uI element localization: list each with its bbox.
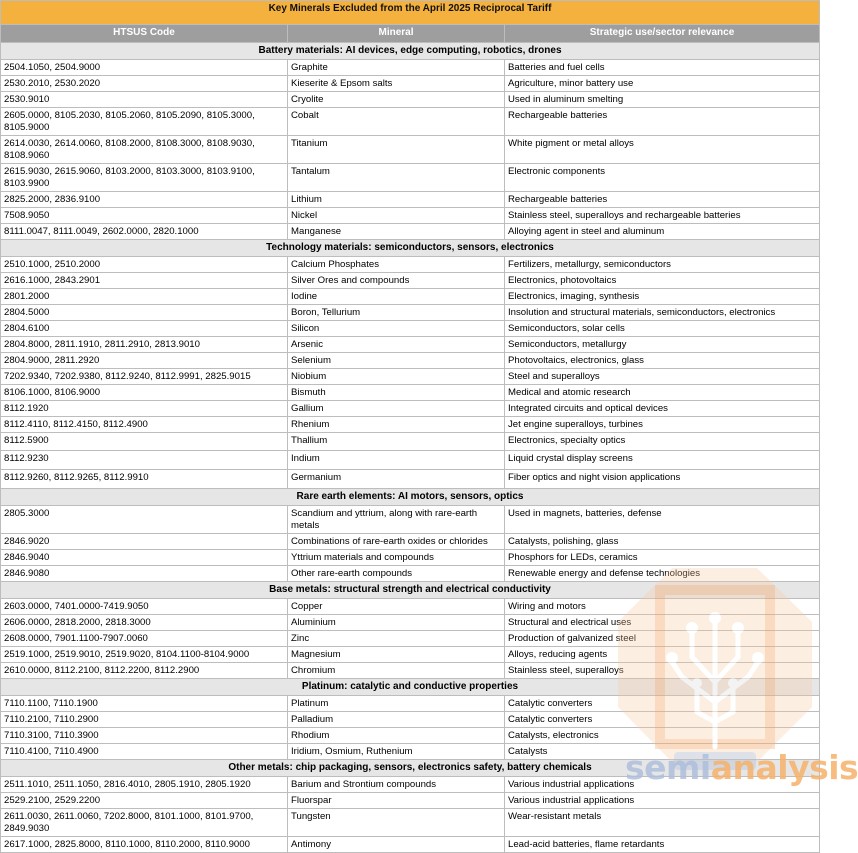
strategic-use-cell: Catalytic converters — [505, 712, 820, 728]
strategic-use-cell: Alloying agent in steel and aluminum — [505, 224, 820, 240]
htsus-code-cell: 2846.9040 — [1, 550, 288, 566]
mineral-cell: Scandium and yttrium, along with rare-earth metals — [288, 506, 505, 534]
htsus-code-cell: 2530.9010 — [1, 92, 288, 108]
strategic-use-cell: White pigment or metal alloys — [505, 136, 820, 164]
table-row — [1, 164, 820, 192]
strategic-use-cell: Electronics, photovoltaics — [505, 273, 820, 289]
strategic-use-cell: Semiconductors, metallurgy — [505, 337, 820, 353]
title-row — [1, 1, 820, 25]
table-row — [1, 728, 820, 744]
htsus-code-cell: 2804.6100 — [1, 321, 288, 337]
table-row — [1, 257, 820, 273]
mineral-cell: Palladium — [288, 712, 505, 728]
mineral-cell: Nickel — [288, 208, 505, 224]
section-header-row — [1, 760, 820, 777]
mineral-cell: Platinum — [288, 696, 505, 712]
htsus-code-cell: 2804.9000, 2811.2920 — [1, 353, 288, 369]
section-heading: Battery materials: AI devices, edge computing, robotics, drones — [1, 43, 820, 60]
htsus-code-cell: 2805.3000 — [1, 506, 288, 534]
mineral-cell: Manganese — [288, 224, 505, 240]
htsus-code-cell: 2605.0000, 8105.2030, 8105.2060, 8105.2090, 8105.3000, 8105.9000 — [1, 108, 288, 136]
htsus-code-cell: 2529.2100, 2529.2200 — [1, 793, 288, 809]
mineral-cell: Cryolite — [288, 92, 505, 108]
htsus-code-cell: 2801.2000 — [1, 289, 288, 305]
strategic-use-cell: Integrated circuits and optical devices — [505, 401, 820, 417]
section-header-row — [1, 582, 820, 599]
strategic-use-cell: Catalysts, polishing, glass — [505, 534, 820, 550]
table-row — [1, 809, 820, 837]
mineral-cell: Calcium Phosphates — [288, 257, 505, 273]
mineral-cell: Lithium — [288, 192, 505, 208]
table-row — [1, 92, 820, 108]
strategic-use-cell: Renewable energy and defense technologies — [505, 566, 820, 582]
table-row — [1, 273, 820, 289]
table-row — [1, 385, 820, 401]
mineral-cell: Silicon — [288, 321, 505, 337]
htsus-code-cell: 2608.0000, 7901.1100-7907.0060 — [1, 631, 288, 647]
mineral-cell: Copper — [288, 599, 505, 615]
table-row — [1, 837, 820, 853]
section-heading: Technology materials: semiconductors, sensors, electronics — [1, 240, 820, 257]
htsus-code-cell: 8112.9230 — [1, 451, 288, 470]
table-row — [1, 777, 820, 793]
htsus-code-cell: 2804.5000 — [1, 305, 288, 321]
mineral-cell: Silver Ores and compounds — [288, 273, 505, 289]
mineral-cell: Rhodium — [288, 728, 505, 744]
htsus-code-cell: 8106.1000, 8106.9000 — [1, 385, 288, 401]
htsus-code-cell: 8112.5900 — [1, 433, 288, 451]
strategic-use-cell: Various industrial applications — [505, 777, 820, 793]
htsus-code-cell: 2615.9030, 2615.9060, 8103.2000, 8103.3000, 8103.9100, 8103.9900 — [1, 164, 288, 192]
header-htsus-code: HTSUS Code — [1, 25, 288, 43]
strategic-use-cell: Semiconductors, solar cells — [505, 321, 820, 337]
section-heading: Platinum: catalytic and conductive properties — [1, 679, 820, 696]
mineral-cell: Aluminium — [288, 615, 505, 631]
strategic-use-cell: Catalytic converters — [505, 696, 820, 712]
strategic-use-cell: Fertilizers, metallurgy, semiconductors — [505, 257, 820, 273]
table-row — [1, 793, 820, 809]
mineral-cell: Arsenic — [288, 337, 505, 353]
table-row — [1, 108, 820, 136]
section-heading: Other metals: chip packaging, sensors, electronics safety, battery chemicals — [1, 760, 820, 777]
mineral-cell: Indium — [288, 451, 505, 470]
table-row — [1, 470, 820, 489]
strategic-use-cell: Rechargeable batteries — [505, 108, 820, 136]
mineral-cell: Iodine — [288, 289, 505, 305]
mineral-cell: Combinations of rare-earth oxides or chlorides — [288, 534, 505, 550]
table-row — [1, 647, 820, 663]
mineral-cell: Rhenium — [288, 417, 505, 433]
strategic-use-cell: Lead-acid batteries, flame retardants — [505, 837, 820, 853]
table-row — [1, 208, 820, 224]
htsus-code-cell: 2825.2000, 2836.9100 — [1, 192, 288, 208]
table-row — [1, 369, 820, 385]
strategic-use-cell: Steel and superalloys — [505, 369, 820, 385]
htsus-code-cell: 7202.9340, 7202.9380, 8112.9240, 8112.9991, 2825.9015 — [1, 369, 288, 385]
table-row — [1, 417, 820, 433]
table-row — [1, 566, 820, 582]
strategic-use-cell: Structural and electrical uses — [505, 615, 820, 631]
strategic-use-cell: Fiber optics and night vision applications — [505, 470, 820, 489]
htsus-code-cell: 7508.9050 — [1, 208, 288, 224]
mineral-cell: Gallium — [288, 401, 505, 417]
mineral-cell: Tungsten — [288, 809, 505, 837]
strategic-use-cell: Liquid crystal display screens — [505, 451, 820, 470]
table-row — [1, 451, 820, 470]
table-row — [1, 506, 820, 534]
table-row — [1, 321, 820, 337]
htsus-code-cell: 2510.1000, 2510.2000 — [1, 257, 288, 273]
mineral-cell: Kieserite & Epsom salts — [288, 76, 505, 92]
strategic-use-cell: Various industrial applications — [505, 793, 820, 809]
table-row — [1, 631, 820, 647]
htsus-code-cell: 7110.2100, 7110.2900 — [1, 712, 288, 728]
mineral-cell: Selenium — [288, 353, 505, 369]
strategic-use-cell: Production of galvanized steel — [505, 631, 820, 647]
htsus-code-cell: 2504.1050, 2504.9000 — [1, 60, 288, 76]
strategic-use-cell: Catalysts — [505, 744, 820, 760]
htsus-code-cell: 2617.1000, 2825.8000, 8110.1000, 8110.2000, 8110.9000 — [1, 837, 288, 853]
table-row — [1, 615, 820, 631]
strategic-use-cell: Phosphors for LEDs, ceramics — [505, 550, 820, 566]
strategic-use-cell: Wear-resistant metals — [505, 809, 820, 837]
htsus-code-cell: 2616.1000, 2843.2901 — [1, 273, 288, 289]
table-row — [1, 550, 820, 566]
mineral-cell: Iridium, Osmium, Ruthenium — [288, 744, 505, 760]
mineral-cell: Titanium — [288, 136, 505, 164]
mineral-cell: Fluorspar — [288, 793, 505, 809]
htsus-code-cell: 2846.9080 — [1, 566, 288, 582]
htsus-code-cell: 8112.9260, 8112.9265, 8112.9910 — [1, 470, 288, 489]
mineral-cell: Graphite — [288, 60, 505, 76]
mineral-cell: Zinc — [288, 631, 505, 647]
mineral-cell: Antimony — [288, 837, 505, 853]
mineral-cell: Barium and Strontium compounds — [288, 777, 505, 793]
mineral-cell: Magnesium — [288, 647, 505, 663]
htsus-code-cell: 2804.8000, 2811.1910, 2811.2910, 2813.9010 — [1, 337, 288, 353]
table-row — [1, 744, 820, 760]
section-heading: Base metals: structural strength and electrical conductivity — [1, 582, 820, 599]
table-row — [1, 76, 820, 92]
strategic-use-cell: Jet engine superalloys, turbines — [505, 417, 820, 433]
table-row — [1, 663, 820, 679]
table-row — [1, 60, 820, 76]
htsus-code-cell: 2606.0000, 2818.2000, 2818.3000 — [1, 615, 288, 631]
table-body — [1, 43, 820, 853]
table-row — [1, 224, 820, 240]
htsus-code-cell: 7110.4100, 7110.4900 — [1, 744, 288, 760]
mineral-cell: Other rare-earth compounds — [288, 566, 505, 582]
htsus-code-cell: 8112.1920 — [1, 401, 288, 417]
header-row — [1, 25, 820, 43]
table-row — [1, 136, 820, 164]
htsus-code-cell: 8112.4110, 8112.4150, 8112.4900 — [1, 417, 288, 433]
strategic-use-cell: Electronics, imaging, synthesis — [505, 289, 820, 305]
strategic-use-cell: Batteries and fuel cells — [505, 60, 820, 76]
section-heading: Rare earth elements: AI motors, sensors, optics — [1, 489, 820, 506]
mineral-cell: Boron, Tellurium — [288, 305, 505, 321]
mineral-cell: Cobalt — [288, 108, 505, 136]
strategic-use-cell: Stainless steel, superalloys and rechargeable batteries — [505, 208, 820, 224]
table-row — [1, 401, 820, 417]
htsus-code-cell: 2530.2010, 2530.2020 — [1, 76, 288, 92]
htsus-code-cell: 2603.0000, 7401.0000-7419.9050 — [1, 599, 288, 615]
strategic-use-cell: Electronics, specialty optics — [505, 433, 820, 451]
htsus-code-cell: 8111.0047, 8111.0049, 2602.0000, 2820.1000 — [1, 224, 288, 240]
section-header-row — [1, 43, 820, 60]
htsus-code-cell: 2610.0000, 8112.2100, 8112.2200, 8112.2900 — [1, 663, 288, 679]
table-title: Key Minerals Excluded from the April 2025 Reciprocal Tariff — [1, 1, 820, 25]
strategic-use-cell: Agriculture, minor battery use — [505, 76, 820, 92]
mineral-cell: Yttrium materials and compounds — [288, 550, 505, 566]
htsus-code-cell: 2846.9020 — [1, 534, 288, 550]
htsus-code-cell: 2511.1010, 2511.1050, 2816.4010, 2805.1910, 2805.1920 — [1, 777, 288, 793]
section-header-row — [1, 489, 820, 506]
strategic-use-cell: Electronic components — [505, 164, 820, 192]
htsus-code-cell: 7110.3100, 7110.3900 — [1, 728, 288, 744]
table-row — [1, 353, 820, 369]
strategic-use-cell: Wiring and motors — [505, 599, 820, 615]
strategic-use-cell: Medical and atomic research — [505, 385, 820, 401]
table-row — [1, 289, 820, 305]
strategic-use-cell: Stainless steel, superalloys — [505, 663, 820, 679]
strategic-use-cell: Insolution and structural materials, semiconductors, electronics — [505, 305, 820, 321]
header-mineral: Mineral — [288, 25, 505, 43]
section-header-row — [1, 679, 820, 696]
strategic-use-cell: Alloys, reducing agents — [505, 647, 820, 663]
strategic-use-cell: Used in aluminum smelting — [505, 92, 820, 108]
table-row — [1, 534, 820, 550]
mineral-cell: Chromium — [288, 663, 505, 679]
mineral-cell: Tantalum — [288, 164, 505, 192]
mineral-cell: Germanium — [288, 470, 505, 489]
htsus-code-cell: 7110.1100, 7110.1900 — [1, 696, 288, 712]
strategic-use-cell: Used in magnets, batteries, defense — [505, 506, 820, 534]
htsus-code-cell: 2611.0030, 2611.0060, 7202.8000, 8101.1000, 8101.9700, 2849.9030 — [1, 809, 288, 837]
table-row — [1, 712, 820, 728]
table-row — [1, 696, 820, 712]
mineral-cell: Thallium — [288, 433, 505, 451]
section-header-row — [1, 240, 820, 257]
table-row — [1, 305, 820, 321]
htsus-code-cell: 2519.1000, 2519.9010, 2519.9020, 8104.1100-8104.9000 — [1, 647, 288, 663]
strategic-use-cell: Catalysts, electronics — [505, 728, 820, 744]
table-row — [1, 192, 820, 208]
mineral-cell: Niobium — [288, 369, 505, 385]
mineral-cell: Bismuth — [288, 385, 505, 401]
header-strategic-use: Strategic use/sector relevance — [505, 25, 820, 43]
strategic-use-cell: Photovoltaics, electronics, glass — [505, 353, 820, 369]
semianalysis-watermark-logo: semianalysis — [625, 748, 858, 787]
strategic-use-cell: Rechargeable batteries — [505, 192, 820, 208]
table-row — [1, 599, 820, 615]
htsus-code-cell: 2614.0030, 2614.0060, 8108.2000, 8108.3000, 8108.9030, 8108.9060 — [1, 136, 288, 164]
table-row — [1, 337, 820, 353]
table-row — [1, 433, 820, 451]
